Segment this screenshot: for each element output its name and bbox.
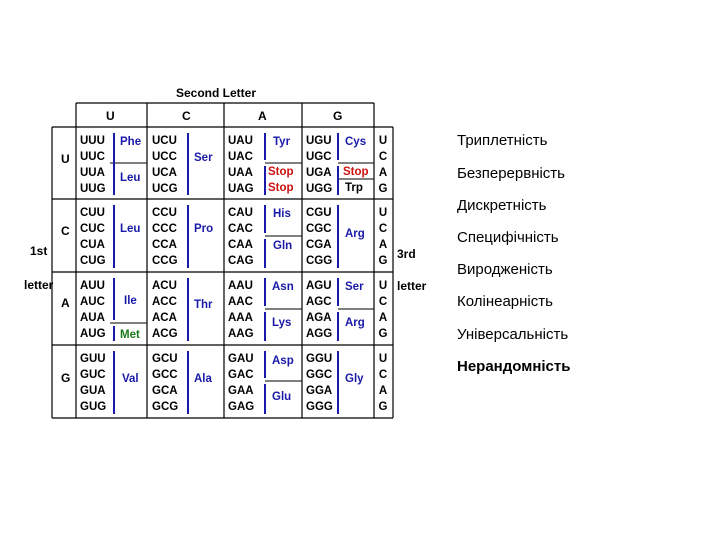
third-letter-label-bottom: letter [397, 279, 427, 293]
first-letter-label-bottom: letter [24, 278, 54, 292]
codon: UAC [228, 151, 253, 163]
amino-acid-trp: Trp [345, 182, 363, 194]
amino-acid-asn: Asn [272, 281, 294, 293]
amino-acid-leu: Leu [120, 172, 141, 184]
codon: UUC [80, 151, 105, 163]
codon-column [306, 133, 332, 197]
amino-acid-cys: Cys [345, 136, 367, 148]
codon: AAA [228, 312, 253, 324]
codon: UAA [228, 167, 253, 179]
codon-column [228, 278, 254, 342]
amino-acid-asp: Asp [272, 355, 294, 367]
codon: GGG [306, 401, 333, 413]
codon: GUG [80, 401, 107, 413]
codon: CGC [306, 223, 332, 235]
amino-acid-leu: Leu [120, 223, 141, 235]
third-letter: U [378, 207, 388, 219]
codon-column [152, 351, 178, 415]
codon: UUA [80, 167, 105, 179]
third-letter: G [378, 328, 388, 340]
codon: ACG [152, 328, 178, 340]
term-universality: Універсальність [457, 326, 569, 343]
codon: GGU [306, 353, 333, 365]
third-letter: G [378, 401, 388, 413]
term-continuity: Безперервність [457, 165, 565, 182]
codon: CCA [152, 239, 177, 251]
codon: GUA [80, 385, 106, 397]
third-letter-column [376, 351, 390, 415]
third-letter: C [378, 223, 388, 235]
codon-column [152, 133, 178, 197]
codon-column [306, 205, 332, 269]
codon: ACU [152, 280, 177, 292]
codon: GCG [152, 401, 179, 413]
amino-acid-thr: Thr [194, 299, 213, 311]
term-colinearity: Колінеарність [457, 293, 553, 310]
codon: UAU [228, 135, 253, 147]
codon: ACC [152, 296, 177, 308]
codon: CGA [306, 239, 332, 251]
third-letter: A [378, 312, 388, 324]
codon: AGC [306, 296, 332, 308]
codon: CGU [306, 207, 332, 219]
codon-column [152, 205, 178, 269]
codon: CCU [152, 207, 177, 219]
amino-acid-stop: Stop [343, 166, 369, 178]
codon: AUC [80, 296, 105, 308]
codon: GGC [306, 369, 333, 381]
codon: AAG [228, 328, 254, 340]
first-letter-a: A [61, 296, 70, 310]
codon: CUG [80, 255, 106, 267]
first-letter-g: G [61, 371, 71, 385]
term-discreteness: Дискретність [457, 197, 547, 214]
first-letter-u: U [61, 152, 70, 166]
amino-acid-phe: Phe [120, 136, 142, 148]
second-letter-c: C [182, 109, 191, 123]
codon: GUC [80, 369, 106, 381]
amino-acid-gln: Gln [273, 240, 293, 252]
codon-column [228, 351, 254, 415]
third-letter: G [378, 183, 388, 195]
amino-acid-stop: Stop [268, 166, 294, 178]
codon: UGU [306, 135, 332, 147]
third-letter-column [376, 278, 390, 342]
amino-acid-lys: Lys [272, 317, 292, 329]
third-letter: A [378, 167, 388, 179]
codon: CUU [80, 207, 105, 219]
amino-acid-stop: Stop [268, 182, 294, 194]
third-letter: A [378, 239, 388, 251]
amino-acid-arg: Arg [345, 228, 365, 240]
third-letter: C [378, 296, 388, 308]
codon-column [228, 133, 254, 197]
second-letter-title: Second Letter [176, 86, 257, 100]
codon: UCU [152, 135, 177, 147]
codon: CAG [228, 255, 254, 267]
codon: GCA [152, 385, 178, 397]
codon: AUA [80, 312, 105, 324]
amino-acid-arg: Arg [345, 317, 365, 329]
codon: CAU [228, 207, 253, 219]
third-letter: A [378, 385, 388, 397]
third-letter: U [378, 280, 388, 292]
codon: GAU [228, 353, 254, 365]
third-letter: C [378, 369, 388, 381]
codon: UGG [306, 183, 333, 195]
codon: UAG [228, 183, 254, 195]
codon: GUU [80, 353, 106, 365]
codon: GCU [152, 353, 178, 365]
second-letter-u: U [106, 109, 115, 123]
amino-acid-met: Met [120, 329, 140, 341]
codon: AUG [80, 328, 106, 340]
amino-acid-glu: Glu [272, 391, 292, 403]
third-letter-label-top: 3rd [397, 247, 416, 261]
codon-column [80, 205, 106, 269]
codon: GGA [306, 385, 333, 397]
third-letter-column [376, 205, 390, 269]
codon: GAC [228, 369, 254, 381]
second-letter-g: G [333, 109, 343, 123]
codon: GAA [228, 385, 254, 397]
third-letter: C [378, 151, 388, 163]
codon: UGC [306, 151, 332, 163]
codon: CAA [228, 239, 253, 251]
codon: UCG [152, 183, 178, 195]
codon: AUU [80, 280, 105, 292]
codon: UCC [152, 151, 177, 163]
third-letter: U [378, 353, 388, 365]
codon: CUA [80, 239, 105, 251]
second-letter-a: A [258, 109, 267, 123]
codon: GAG [228, 401, 255, 413]
codon: AAC [228, 296, 253, 308]
codon: CGG [306, 255, 333, 267]
codon: UUG [80, 183, 106, 195]
amino-acid-tyr: Tyr [273, 136, 291, 148]
amino-acid-ala: Ala [194, 373, 212, 385]
codon-column [152, 278, 178, 342]
codon: AGA [306, 312, 332, 324]
codon: CCC [152, 223, 177, 235]
term-degeneracy: Виродженість [457, 261, 553, 278]
amino-acid-pro: Pro [194, 223, 214, 235]
codon: UCA [152, 167, 177, 179]
term-triplet: Триплетність [457, 132, 548, 149]
codon-column [306, 278, 332, 342]
amino-acid-gly: Gly [345, 373, 364, 385]
amino-acid-ile: Ile [124, 295, 137, 307]
codon: ACA [152, 312, 177, 324]
codon: CCG [152, 255, 178, 267]
third-letter: U [378, 135, 388, 147]
third-letter: G [378, 255, 388, 267]
codon: CAC [228, 223, 253, 235]
third-letter-column [376, 133, 390, 197]
codon: AGU [306, 280, 332, 292]
codon-column [80, 133, 106, 197]
codon-column [80, 278, 106, 342]
amino-acid-ser: Ser [345, 281, 364, 293]
amino-acid-ser: Ser [194, 152, 213, 164]
amino-acid-val: Val [122, 373, 139, 385]
codon: AGG [306, 328, 333, 340]
codon: AAU [228, 280, 253, 292]
term-nonrandomness: Нерандомність [457, 358, 571, 375]
codon-column [228, 205, 254, 269]
first-letter-c: C [61, 224, 70, 238]
first-letter-label-top: 1st [30, 244, 48, 258]
codon: CUC [80, 223, 105, 235]
codon-column [306, 351, 333, 415]
codon-column [80, 351, 106, 415]
codon: UGA [306, 167, 332, 179]
codon: GCC [152, 369, 178, 381]
amino-acid-his: His [273, 208, 291, 220]
term-specificity: Специфічність [457, 229, 559, 246]
codon: UUU [80, 135, 105, 147]
